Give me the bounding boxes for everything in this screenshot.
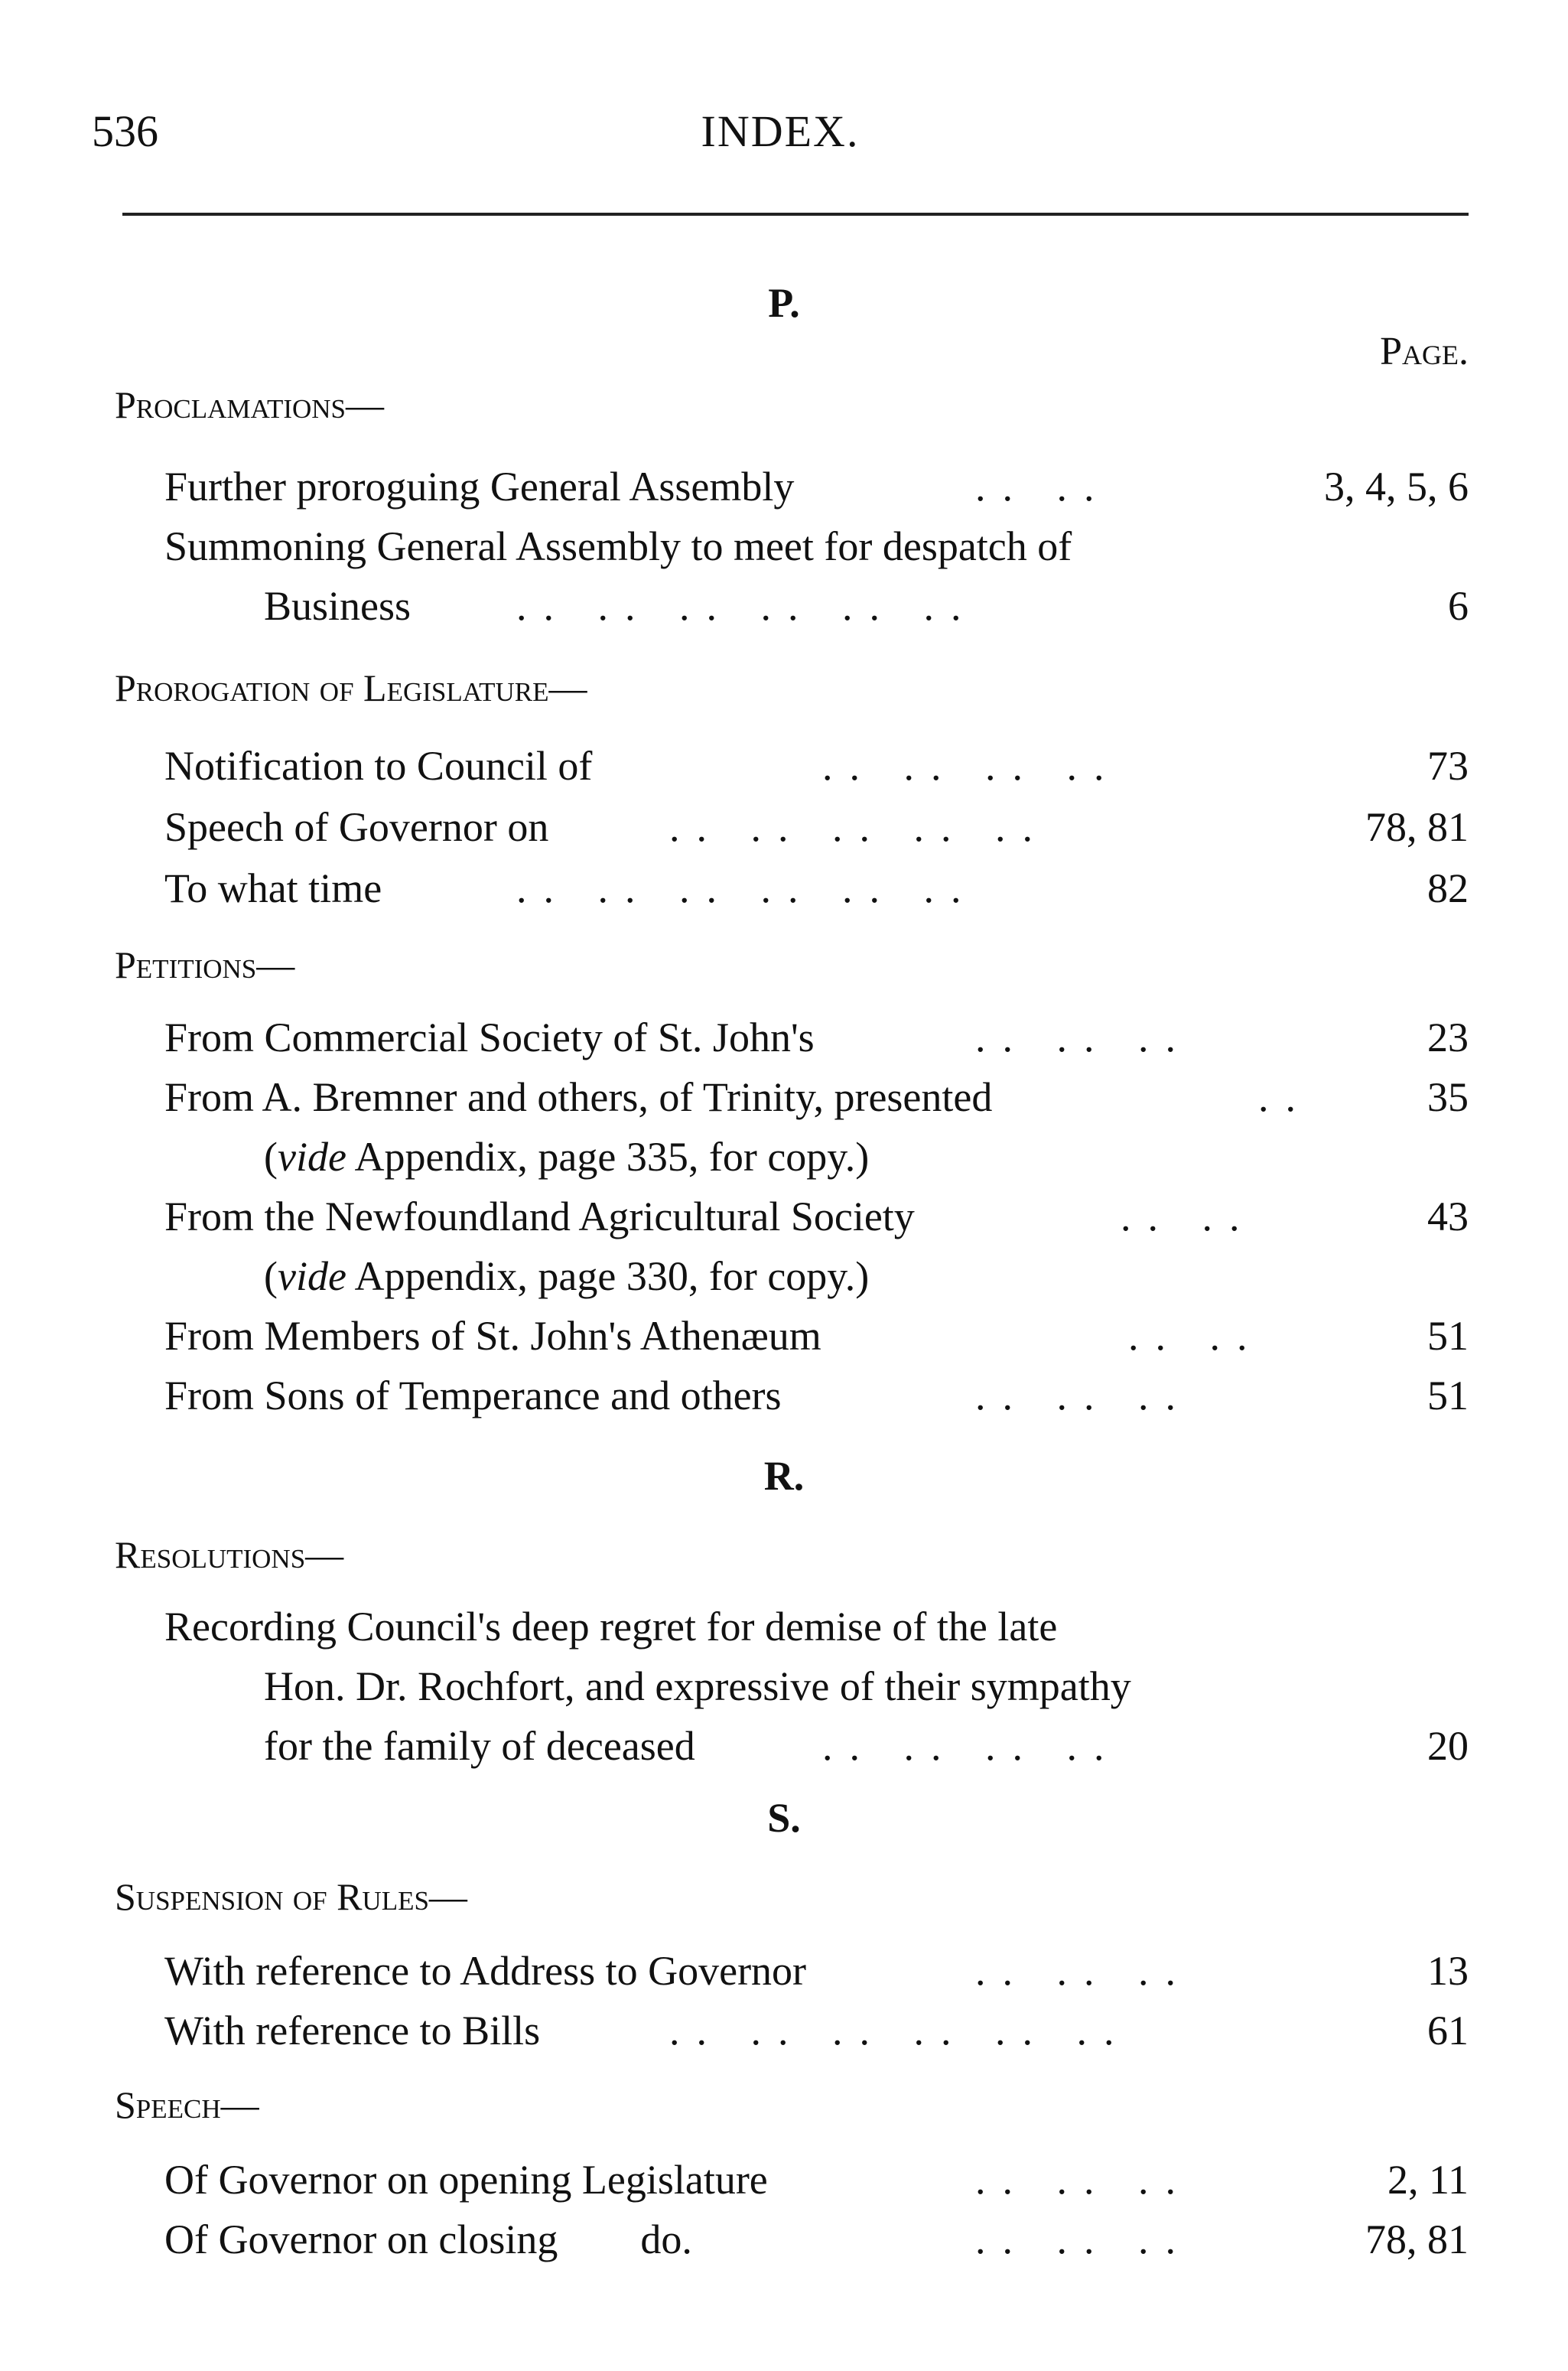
dot-leaders: .. .. <box>1121 1194 1257 1239</box>
entry-pages: 78, 81 <box>1365 804 1469 850</box>
entry-text: From A. Bremner and others, of Trinity, presented <box>164 1074 993 1120</box>
entry-text: Recording Council's deep regret for demise of the late <box>164 1604 1058 1650</box>
dot-leaders: .. .. <box>1128 1313 1264 1359</box>
entry-text: To what time <box>164 865 382 911</box>
entry-text: From Sons of Temperance and others <box>164 1373 782 1418</box>
dot-leaders: .. .. .. .. .. .. <box>516 865 978 911</box>
entry-pages: 61 <box>1427 2008 1469 2053</box>
entry-text: Notification to Council of <box>164 743 593 789</box>
vide-word: vide <box>277 1134 346 1180</box>
heading-speech: Speech— <box>115 2083 259 2126</box>
page-column-label: Page. <box>1380 330 1469 373</box>
entry-text: From Members of St. John's Athenæum <box>164 1313 821 1359</box>
entry-pages: 43 <box>1427 1194 1469 1239</box>
dot-leaders: .. .. .. .. <box>822 1723 1121 1769</box>
heading-resolutions: Resolutions— <box>115 1533 344 1576</box>
section-letter-s: S. <box>767 1795 801 1841</box>
note-text: Appendix, page 330, for copy.) <box>346 1253 870 1299</box>
entry-pages: 51 <box>1427 1313 1469 1359</box>
entry-text: With reference to Bills <box>164 2008 541 2053</box>
entry-text: From the Newfoundland Agricultural Society <box>164 1194 915 1239</box>
section-letter-r: R. <box>763 1453 805 1499</box>
note-text: Appendix, page 335, for copy.) <box>346 1134 870 1180</box>
entry-text: Business <box>264 583 412 629</box>
dot-leaders: .. .. .. <box>975 2216 1192 2262</box>
heading-suspension: Suspension of Rules— <box>115 1875 467 1918</box>
entry-pages: 51 <box>1427 1373 1469 1418</box>
entry-pages: 3, 4, 5, 6 <box>1324 464 1469 510</box>
entry-text: Of Governor on closing do. <box>164 2216 692 2262</box>
dot-leaders: .. .. .. .. <box>822 743 1121 789</box>
entry-text: From Commercial Society of St. John's <box>164 1015 815 1060</box>
dot-leaders: .. .. .. <box>975 2157 1192 2203</box>
dot-leaders: .. .. <box>975 464 1111 510</box>
entry-continuation: Hon. Dr. Rochfort, and expressive of their sympathy <box>264 1663 1131 1709</box>
dot-leaders: .. .. .. .. .. .. <box>669 2008 1131 2053</box>
entry-pages: 6 <box>1448 583 1469 629</box>
section-letter-p: P. <box>768 280 800 326</box>
dot-leaders: .. .. .. .. .. .. <box>516 583 978 629</box>
dot-leaders: .. .. .. <box>975 1015 1192 1060</box>
entry-pages: 23 <box>1427 1015 1469 1060</box>
page-header <box>92 106 1469 167</box>
entry-pages: 35 <box>1427 1074 1469 1120</box>
vide-word: vide <box>277 1253 346 1299</box>
page-number: 536 <box>92 106 158 156</box>
entry-pages: 78, 81 <box>1365 2216 1469 2262</box>
header-rule <box>122 213 1469 216</box>
dot-leaders: .. <box>1258 1074 1313 1120</box>
entry-text: Speech of Governor on <box>164 804 549 850</box>
entry-text: Further proroguing General Assembly <box>164 464 795 510</box>
heading-prorogation: Prorogation of Legislature— <box>115 666 587 709</box>
dot-leaders: .. .. .. <box>975 1948 1192 1994</box>
heading-petitions: Petitions— <box>115 943 295 986</box>
entry-text: for the family of deceased <box>264 1723 695 1769</box>
entry-pages: 73 <box>1427 743 1469 789</box>
entry-text: With reference to Address to Governor <box>164 1948 807 1994</box>
entry-pages: 20 <box>1427 1723 1469 1769</box>
entry-text: Of Governor on opening Legislature <box>164 2157 768 2203</box>
entry-note: (vide Appendix, page 330, for copy.) <box>264 1253 870 1299</box>
entry-text: Summoning General Assembly to meet for despatch of <box>164 523 1072 569</box>
running-title: INDEX. <box>701 106 860 156</box>
entry-pages: 2, 11 <box>1387 2157 1469 2203</box>
dot-leaders: .. .. .. <box>975 1373 1192 1418</box>
entry-pages: 82 <box>1427 865 1469 911</box>
heading-proclamations: Proclamations— <box>115 383 384 426</box>
entry-note: (vide Appendix, page 335, for copy.) <box>264 1134 870 1180</box>
entry-pages: 13 <box>1427 1948 1469 1994</box>
dot-leaders: .. .. .. .. .. <box>669 804 1049 850</box>
